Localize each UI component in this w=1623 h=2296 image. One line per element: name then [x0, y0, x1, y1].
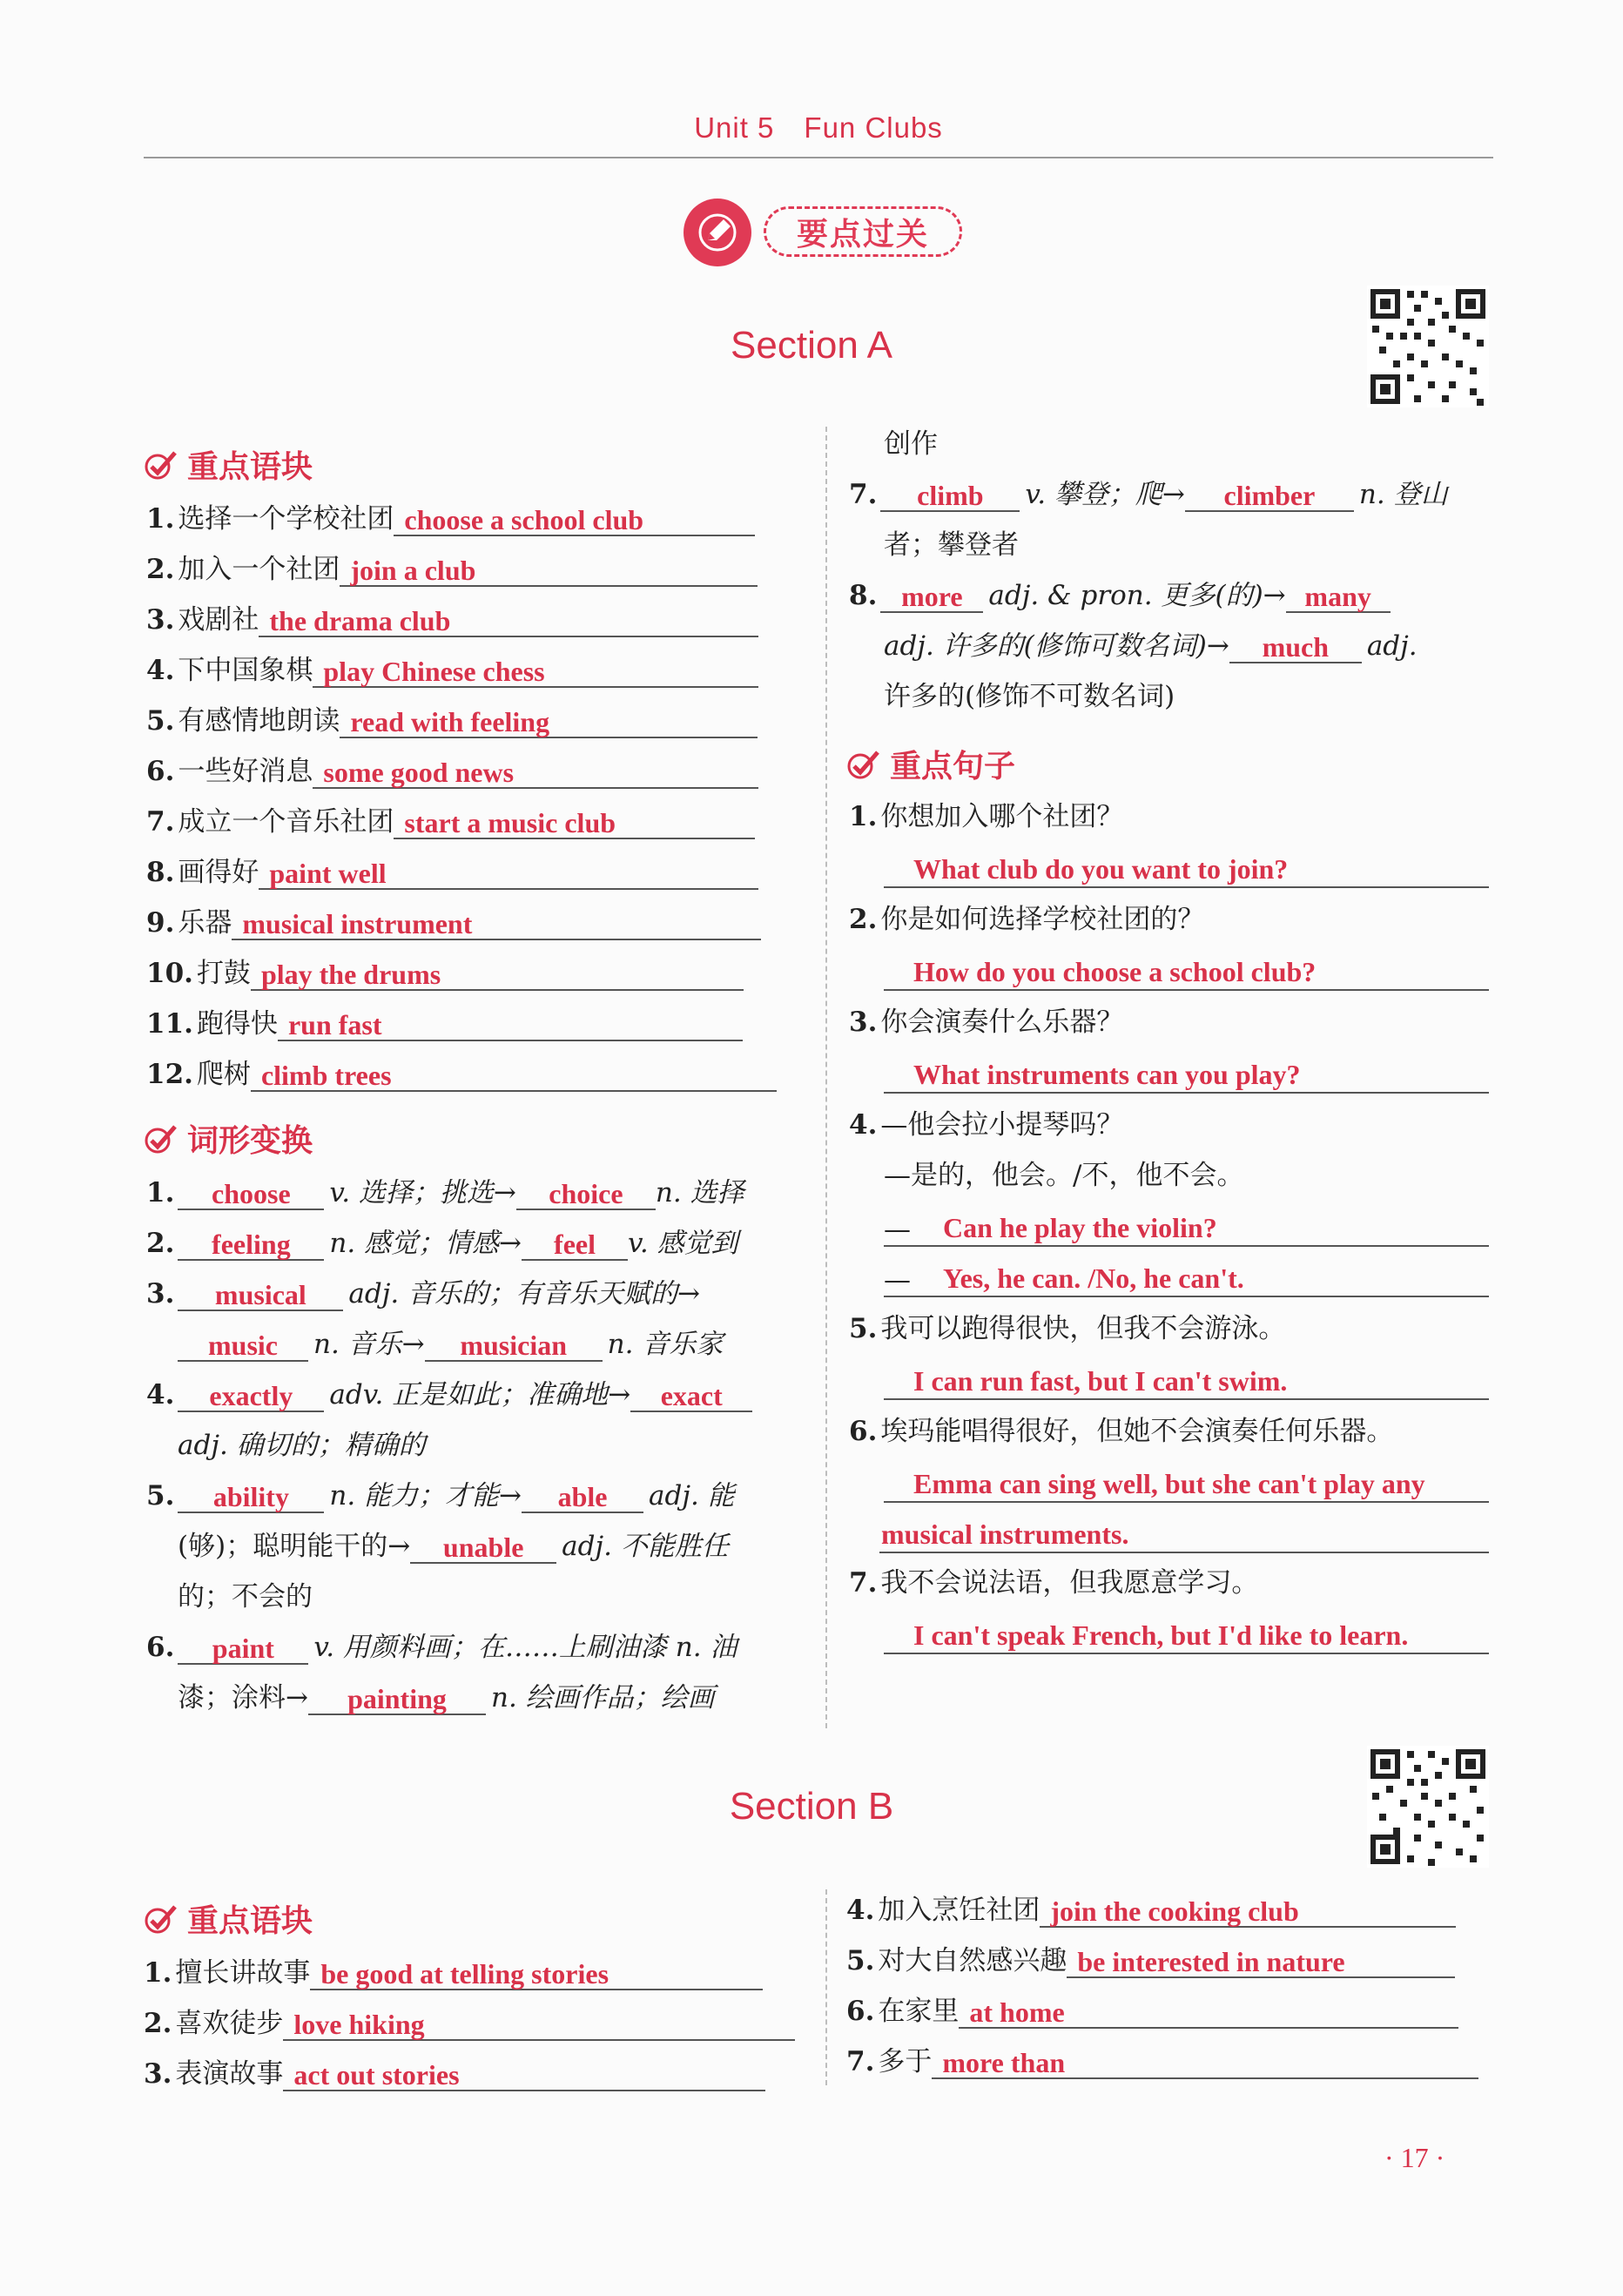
answer-blank[interactable]: climber — [1185, 481, 1354, 512]
answer-blank[interactable]: be interested in nature — [1067, 1947, 1455, 1978]
answer-line[interactable]: What club do you want to join? — [884, 852, 1489, 888]
page-number: · 17 · — [1384, 2142, 1445, 2173]
answer-blank[interactable]: unable — [410, 1532, 556, 1564]
sentence-item-1: 1. 你想加入哪个社团？ — [849, 801, 1124, 832]
answer-blank[interactable]: music — [178, 1330, 308, 1362]
phrases-heading-a: 重点语块 — [144, 442, 313, 487]
answer-blank[interactable]: join a club — [340, 555, 758, 587]
answer-blank[interactable]: the drama club — [259, 606, 758, 637]
wordform-item-2: 2. feeling n. 感觉；情感→ feel v. 感觉到 — [146, 1228, 738, 1260]
wordform-item-7: 7. climb v. 攀登；爬→ climber n. 登山 — [849, 479, 1448, 511]
header-rule — [144, 157, 1493, 158]
answer-blank[interactable]: feeling — [178, 1229, 324, 1261]
answer-line[interactable]: I can't speak French, but I'd like to learn. — [884, 1618, 1489, 1654]
section-b-title: Section B — [729, 1785, 894, 1828]
wordform-item-6: 6. paint v. 用颜料画；在……上刷油漆 n. 油 — [146, 1632, 737, 1664]
answer-blank[interactable]: ability — [178, 1482, 324, 1513]
answer-line[interactable]: How do you choose a school club? — [884, 954, 1489, 991]
list-item: 6. 在家里 at home — [846, 1994, 1458, 2029]
qr-code-icon[interactable] — [1367, 286, 1489, 407]
wordform-item-3-cont: music n. 音乐→ musician n. 音乐家 — [178, 1327, 723, 1362]
list-item: 1. 擅长讲故事 be good at telling stories — [144, 1956, 763, 1990]
badge-label-box — [764, 206, 962, 257]
wordform-item-5: 5. ability n. 能力；才能→ able adj. 能 — [146, 1480, 735, 1512]
wordform-item-5-cont: (够)；聪明能干的→ unable adj. 不能胜任 — [178, 1531, 729, 1563]
answer-blank[interactable]: painting — [308, 1684, 486, 1715]
answer-blank[interactable]: play the drums — [251, 959, 744, 991]
check-icon — [144, 449, 178, 481]
answer-blank[interactable]: love hiking — [283, 2010, 795, 2041]
answer-blank[interactable]: musical instrument — [232, 909, 761, 940]
answer-blank[interactable]: feel — [522, 1229, 628, 1261]
answer-line[interactable]: Can he play the violin? — [884, 1210, 1489, 1247]
sentence-item-3: 3. 你会演奏什么乐器？ — [849, 1007, 1124, 1038]
answer-blank[interactable]: run fast — [278, 1010, 743, 1041]
sentences-heading: 重点句子 — [846, 742, 1015, 786]
answer-blank[interactable]: play Chinese chess — [313, 656, 758, 688]
qr-code-icon[interactable] — [1367, 1746, 1489, 1868]
answer-blank[interactable]: at home — [959, 1997, 1458, 2029]
wordform-item-3: 3. musical adj. 音乐的；有音乐天赋的→ — [146, 1278, 700, 1310]
running-header — [144, 111, 1493, 145]
wordforms-heading: 词形变换 — [144, 1116, 313, 1161]
sentence-item-6: 6. 埃玛能唱得很好，但她不会演奏任何乐器。 — [849, 1416, 1394, 1447]
list-item: 12. 爬树 climb trees — [146, 1057, 777, 1092]
answer-blank[interactable]: many — [1286, 582, 1391, 613]
answer-line[interactable]: Emma can sing well, but she can't play any — [884, 1466, 1489, 1503]
wordform-item-4: 4. exactly adv. 正是如此；准确地→ exact — [146, 1377, 752, 1412]
answer-blank[interactable]: exact — [630, 1381, 752, 1412]
list-item: 4. 加入烹饪社团 join the cooking club — [846, 1893, 1456, 1928]
answer-blank[interactable]: some good news — [313, 757, 758, 789]
key-points-badge — [684, 199, 971, 266]
dialogue-dash: — — [884, 1214, 911, 1245]
unit-title: Fun Clubs — [804, 111, 943, 144]
unit-label: Unit 5 — [694, 111, 775, 144]
list-item: 7. 成立一个音乐社团 start a music club — [146, 805, 755, 839]
list-item: 3. 表演故事 act out stories — [144, 2057, 765, 2091]
check-icon — [144, 1903, 178, 1935]
check-icon — [144, 1123, 178, 1155]
answer-blank[interactable]: climb trees — [251, 1060, 777, 1092]
answer-blank[interactable]: choose — [178, 1179, 324, 1210]
list-item: 3. 戏剧社 the drama club — [146, 603, 758, 637]
answer-blank[interactable]: climb — [880, 481, 1020, 512]
list-item: 6. 一些好消息 some good news — [146, 754, 758, 789]
list-item: 9. 乐器 musical instrument — [146, 906, 761, 940]
answer-blank[interactable]: read with feeling — [340, 707, 758, 738]
wordform-item-8: 8. more adj. & pron. 更多(的)→ many — [849, 578, 1391, 613]
wordform-item-1: 1. choose v. 选择；挑选→ choice n. 选择 — [146, 1177, 744, 1209]
answer-blank[interactable]: be good at telling stories — [310, 1959, 763, 1990]
badge-label: 要点过关 — [796, 216, 929, 252]
answer-blank[interactable]: paint — [178, 1633, 308, 1665]
sentence-item-5: 5. 我可以跑得很快，但我不会游泳。 — [849, 1313, 1286, 1344]
answer-blank[interactable]: join the cooking club — [1040, 1896, 1456, 1928]
wordform-item-4-cont: adj. 确切的；精确的 — [178, 1430, 426, 1461]
answer-line[interactable]: musical instruments. — [879, 1517, 1489, 1553]
answer-blank[interactable]: paint well — [259, 858, 758, 890]
answer-blank[interactable]: musician — [425, 1330, 603, 1362]
answer-line[interactable]: Yes, he can. /No, he can't. — [884, 1261, 1489, 1297]
wordform-item-6-cont: 漆；涂料→ painting n. 绘画作品；绘画 — [178, 1682, 715, 1714]
list-item: 10. 打鼓 play the drums — [146, 956, 744, 991]
answer-blank[interactable]: start a music club — [394, 808, 755, 839]
check-icon — [846, 749, 881, 780]
answer-blank[interactable]: choice — [516, 1179, 656, 1210]
list-item: 8. 画得好 paint well — [146, 855, 758, 890]
answer-line[interactable]: I can run fast, but I can't swim. — [884, 1363, 1489, 1400]
answer-blank[interactable]: more than — [932, 2048, 1478, 2079]
phrases-heading-b: 重点语块 — [144, 1896, 313, 1941]
wordform-item-5-cont2: 的；不会的 — [178, 1581, 313, 1613]
section-a-title: Section A — [731, 324, 892, 367]
list-item: 5. 有感情地朗读 read with feeling — [146, 704, 758, 738]
answer-blank[interactable]: much — [1229, 632, 1362, 663]
answer-blank[interactable]: musical — [178, 1280, 343, 1311]
answer-line[interactable]: What instruments can you play? — [884, 1057, 1489, 1094]
pencil-icon — [684, 199, 751, 266]
wordform-item-7-cont: 者；攀登者 — [884, 529, 1019, 561]
wordform-item-8-cont2: 许多的(修饰不可数名词) — [884, 681, 1175, 712]
list-item: 2. 加入一个社团 join a club — [146, 552, 758, 587]
answer-blank[interactable]: act out stories — [283, 2060, 765, 2091]
answer-blank[interactable]: choose a school club — [394, 505, 755, 536]
list-item: 2. 喜欢徒步 love hiking — [144, 2006, 795, 2041]
sentence-item-4: 4. —他会拉小提琴吗？ — [849, 1109, 1124, 1141]
answer-blank[interactable]: more — [880, 582, 983, 613]
list-item: 11. 跑得快 run fast — [146, 1007, 743, 1041]
sentence-item-2: 2. 你是如何选择学校社团的？ — [849, 904, 1205, 935]
dialogue-dash: — — [884, 1264, 911, 1296]
answer-blank[interactable]: exactly — [178, 1381, 324, 1412]
sentence-item-7: 7. 我不会说法语，但我愿意学习。 — [849, 1567, 1259, 1599]
wordform-item-6-cont2: 创作 — [884, 428, 938, 460]
list-item: 4. 下中国象棋 play Chinese chess — [146, 653, 758, 688]
list-item: 7. 多于 more than — [846, 2044, 1478, 2079]
list-item: 1. 选择一个学校社团 choose a school club — [146, 502, 755, 536]
answer-blank[interactable]: able — [522, 1482, 643, 1513]
column-divider-b — [825, 1889, 827, 2085]
column-divider-a — [825, 427, 827, 1728]
wordform-item-8-cont: adj. 许多的(修饰可数名词)→ much adj. — [884, 630, 1418, 663]
sentence-item-4-line2: —是的，他会。/不，他不会。 — [884, 1160, 1244, 1191]
list-item: 5. 对大自然感兴趣 be interested in nature — [846, 1943, 1455, 1978]
